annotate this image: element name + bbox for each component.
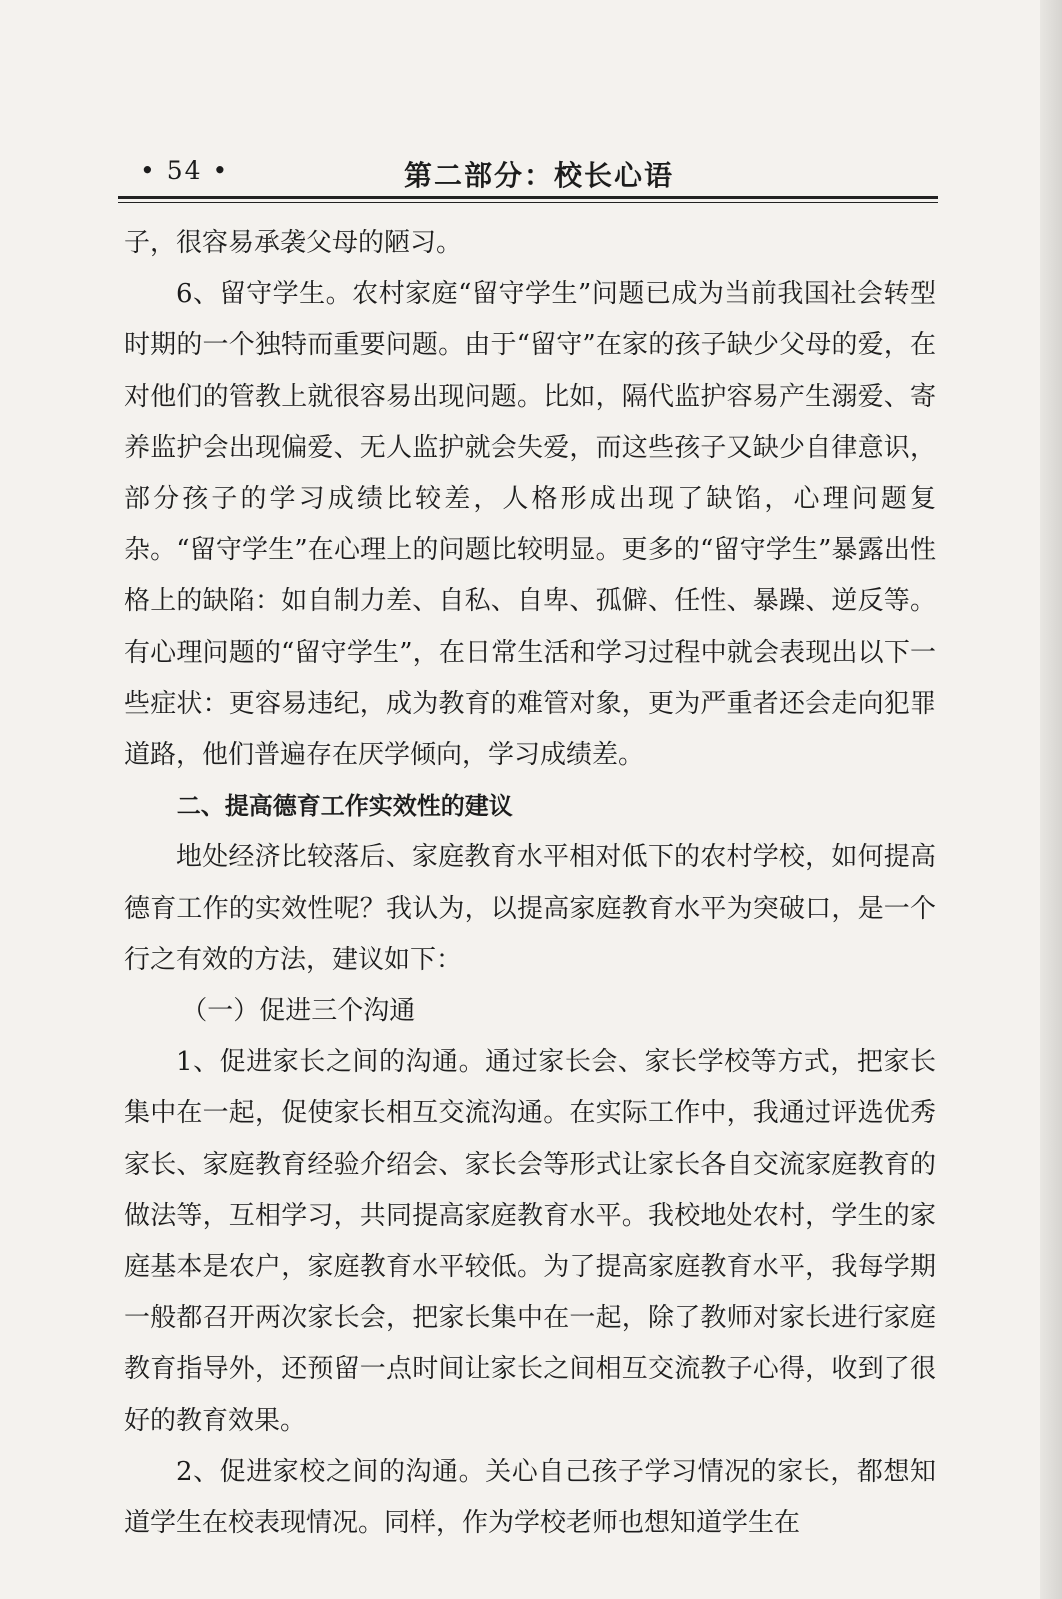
body-text: [124, 218, 936, 1549]
header-rule-thin: [118, 202, 938, 203]
subsection-heading: （一）促进三个沟通: [181, 996, 416, 1027]
paragraph-intro: 地处经济比较落后、家庭教育水平相对低下的农村学校，如何提高德育工作的实效性呢？我认为，以提高家庭教育水平为突破口，是一个行之有效的方法，建议如下：: [124, 842, 936, 975]
header-rule-thick: [118, 196, 938, 199]
running-title: 第二部分：校长心语: [404, 159, 675, 192]
paragraph-home-school-communication: 2、促进家校之间的沟通。关心自己孩子学习情况的家长，都想知道学生在校表现情况。同样，作为学校老师也想知道学生在: [124, 1456, 936, 1539]
running-header: [118, 150, 930, 196]
section-heading: 二、提高德育工作实效性的建议: [176, 792, 513, 821]
page-edge-shadow: [1040, 0, 1062, 1599]
paragraph-parent-communication: 1、促进家长之间的沟通。通过家长会、家长学校等方式，把家长集中在一起，促使家长相互交流沟通。在实际工作中，我通过评选优秀家长、家庭教育经验介绍会、家长会等形式让家长各自交流家庭教育的做法等，互相学习，共同提高家庭教育水平。我校地处农村，学生的家庭基本是农户，家庭教育水平较低。为了提高家庭教育水平，我每学期一般都召开两次家长会，把家长集中在一起，除了教师对家长进行家庭教育指导外，还预留一点时间让家长之间相互交流教子心得，收到了很好的教育效果。: [124, 1047, 936, 1436]
paragraph-left-behind-students: 6、留守学生。农村家庭“留守学生”问题已成为当前我国社会转型时期的一个独特而重要问题。由于“留守”在家的孩子缺少父母的爱，在对他们的管教上就很容易出现问题。比如，隔代监护容易产生溺爱、寄养监护会出现偏爱、无人监护就会失爱，而这些孩子又缺少自律意识，部分孩子的学习成绩比较差，人格形成出现了缺馅，心理问题复杂。“留守学生”在心理上的问题比较明显。更多的“留守学生”暴露出性格上的缺陷：如自制力差、自私、自卑、孤僻、任性、暴躁、逆反等。有心理问题的“留守学生”，在日常生活和学习过程中就会表现出以下一些症状：更容易违纪，成为教育的难管对象，更为严重者还会走向犯罪道路，他们普遍存在厌学倾向，学习成绩差。: [124, 279, 936, 771]
paragraph-continuation: 子，很容易承袭父母的陋习。: [124, 228, 463, 258]
page-number: • 54 •: [140, 156, 230, 185]
